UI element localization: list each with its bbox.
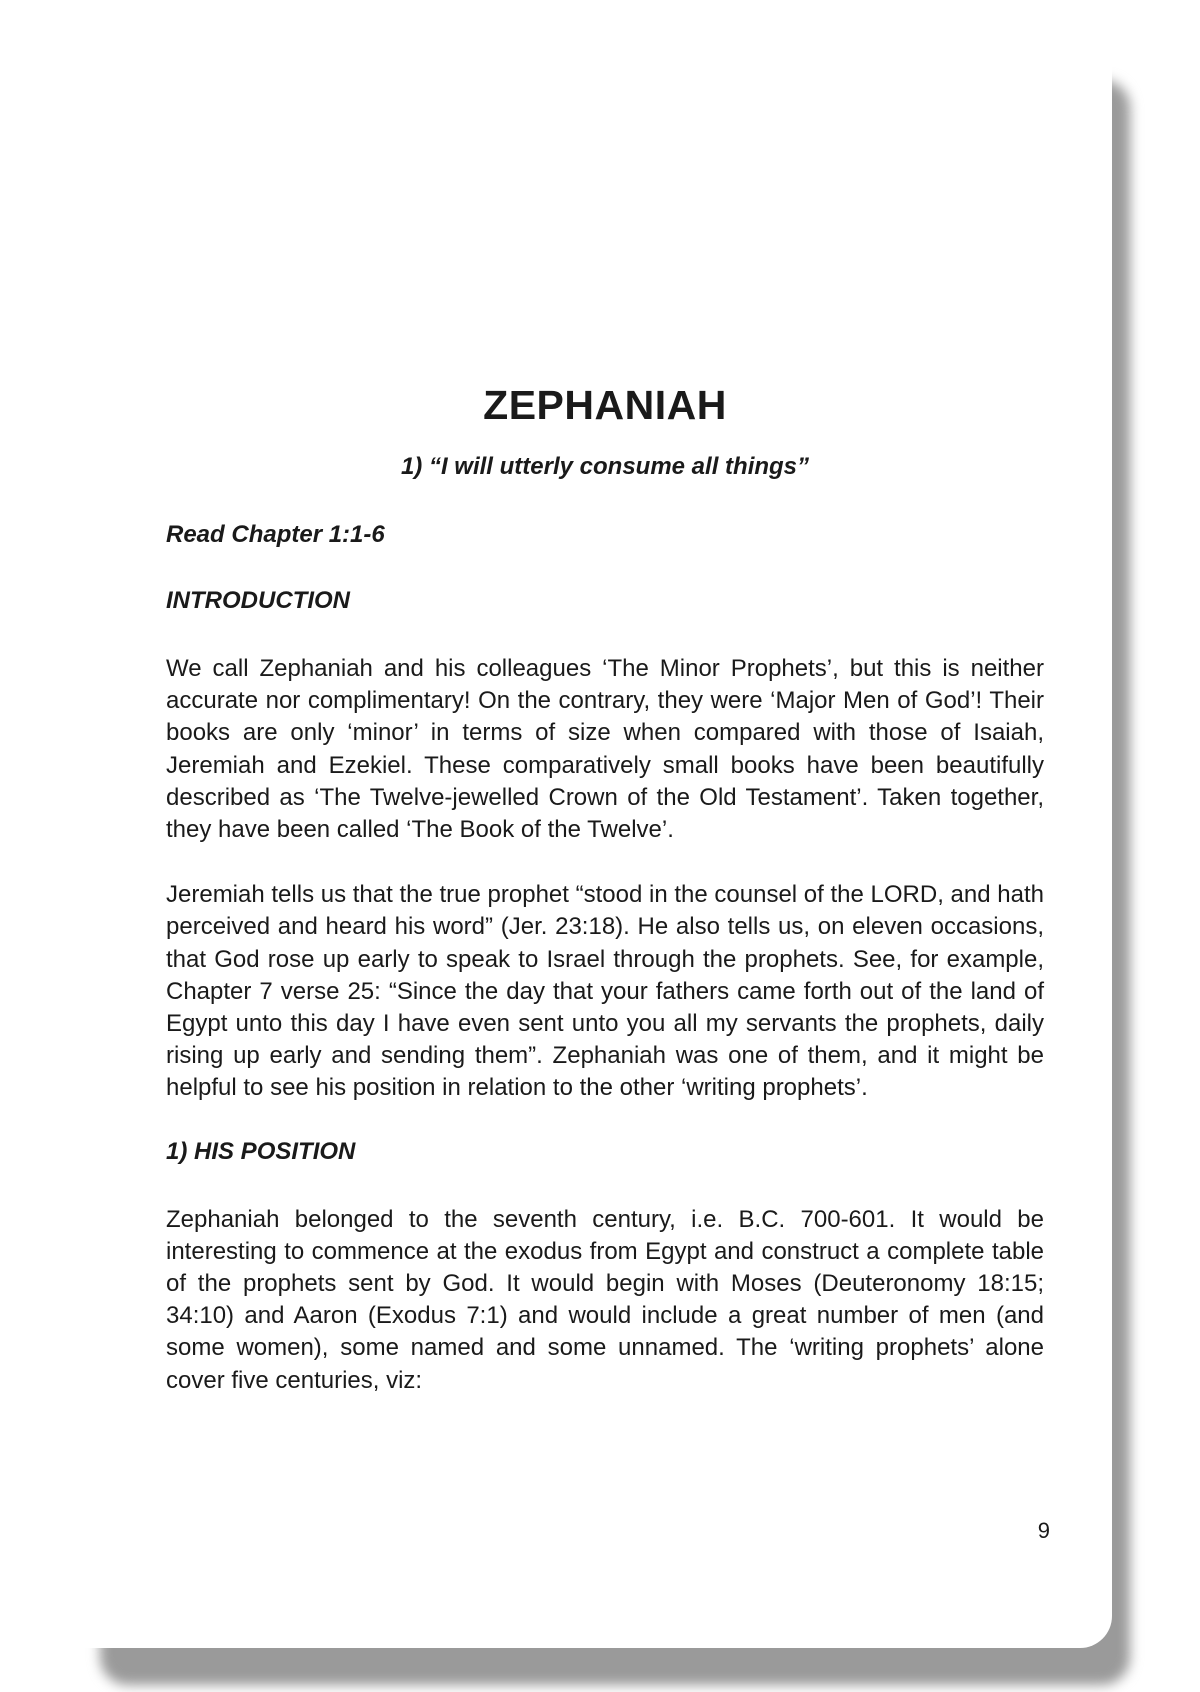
reading-reference: Read Chapter 1:1-6 — [166, 521, 385, 548]
introduction-heading: INTRODUCTION — [166, 587, 350, 614]
introduction-paragraph-2: Jeremiah tells us that the true prophet “stood in the counsel of the LORD, and hath perceived and heard his word” (Jer. 23:18). He also tells us, on eleven occasions, that God rose up early to speak to Israel through the prophets. See, for example, Chapter 7 verse 25: “Since the day that your fathers came forth out of the land of Egypt unto this day I have even sent unto you all my servants the prophets, daily rising up early and sending them”. Zephaniah was one of them, and it might be helpful to see his position in relation to the other ‘writing prophets’. — [166, 881, 1044, 1102]
page-title: ZEPHANIAH — [483, 382, 727, 428]
position-paragraph: Zephaniah belonged to the seventh century, i.e. B.C. 700-601. It would be interesting to commence at the exodus from Egypt and construct a complete table of the prophets sent by God. It would begin with Moses (Deuteronomy 18:15; 34:10) and Aaron (Exodus 7:1) and would include a great number of men (and some women), some named and some unnamed. The ‘writing prophets’ alone cover five centuries, viz: — [166, 1205, 1044, 1394]
page-subtitle: 1) “I will utterly consume all things” — [400, 453, 810, 480]
page-number: 9 — [1037, 1518, 1050, 1543]
introduction-paragraph-1: We call Zephaniah and his colleagues ‘The Minor Prophets’, but this is neither accurate nor complimentary! On the contrary, they were ‘Major Men of God’! Their books are only ‘minor’ in terms of size when compared with those of Isaiah, Jeremiah and Ezekiel. These comparatively small books have been beautifully described as ‘The Twelve-jewelled Crown of the Old Testament’. Taken together, they have been called ‘The Book of the Twelve’. — [166, 655, 1044, 844]
page-content — [166, 382, 1044, 1430]
section-heading-position: 1) HIS POSITION — [166, 1137, 356, 1165]
